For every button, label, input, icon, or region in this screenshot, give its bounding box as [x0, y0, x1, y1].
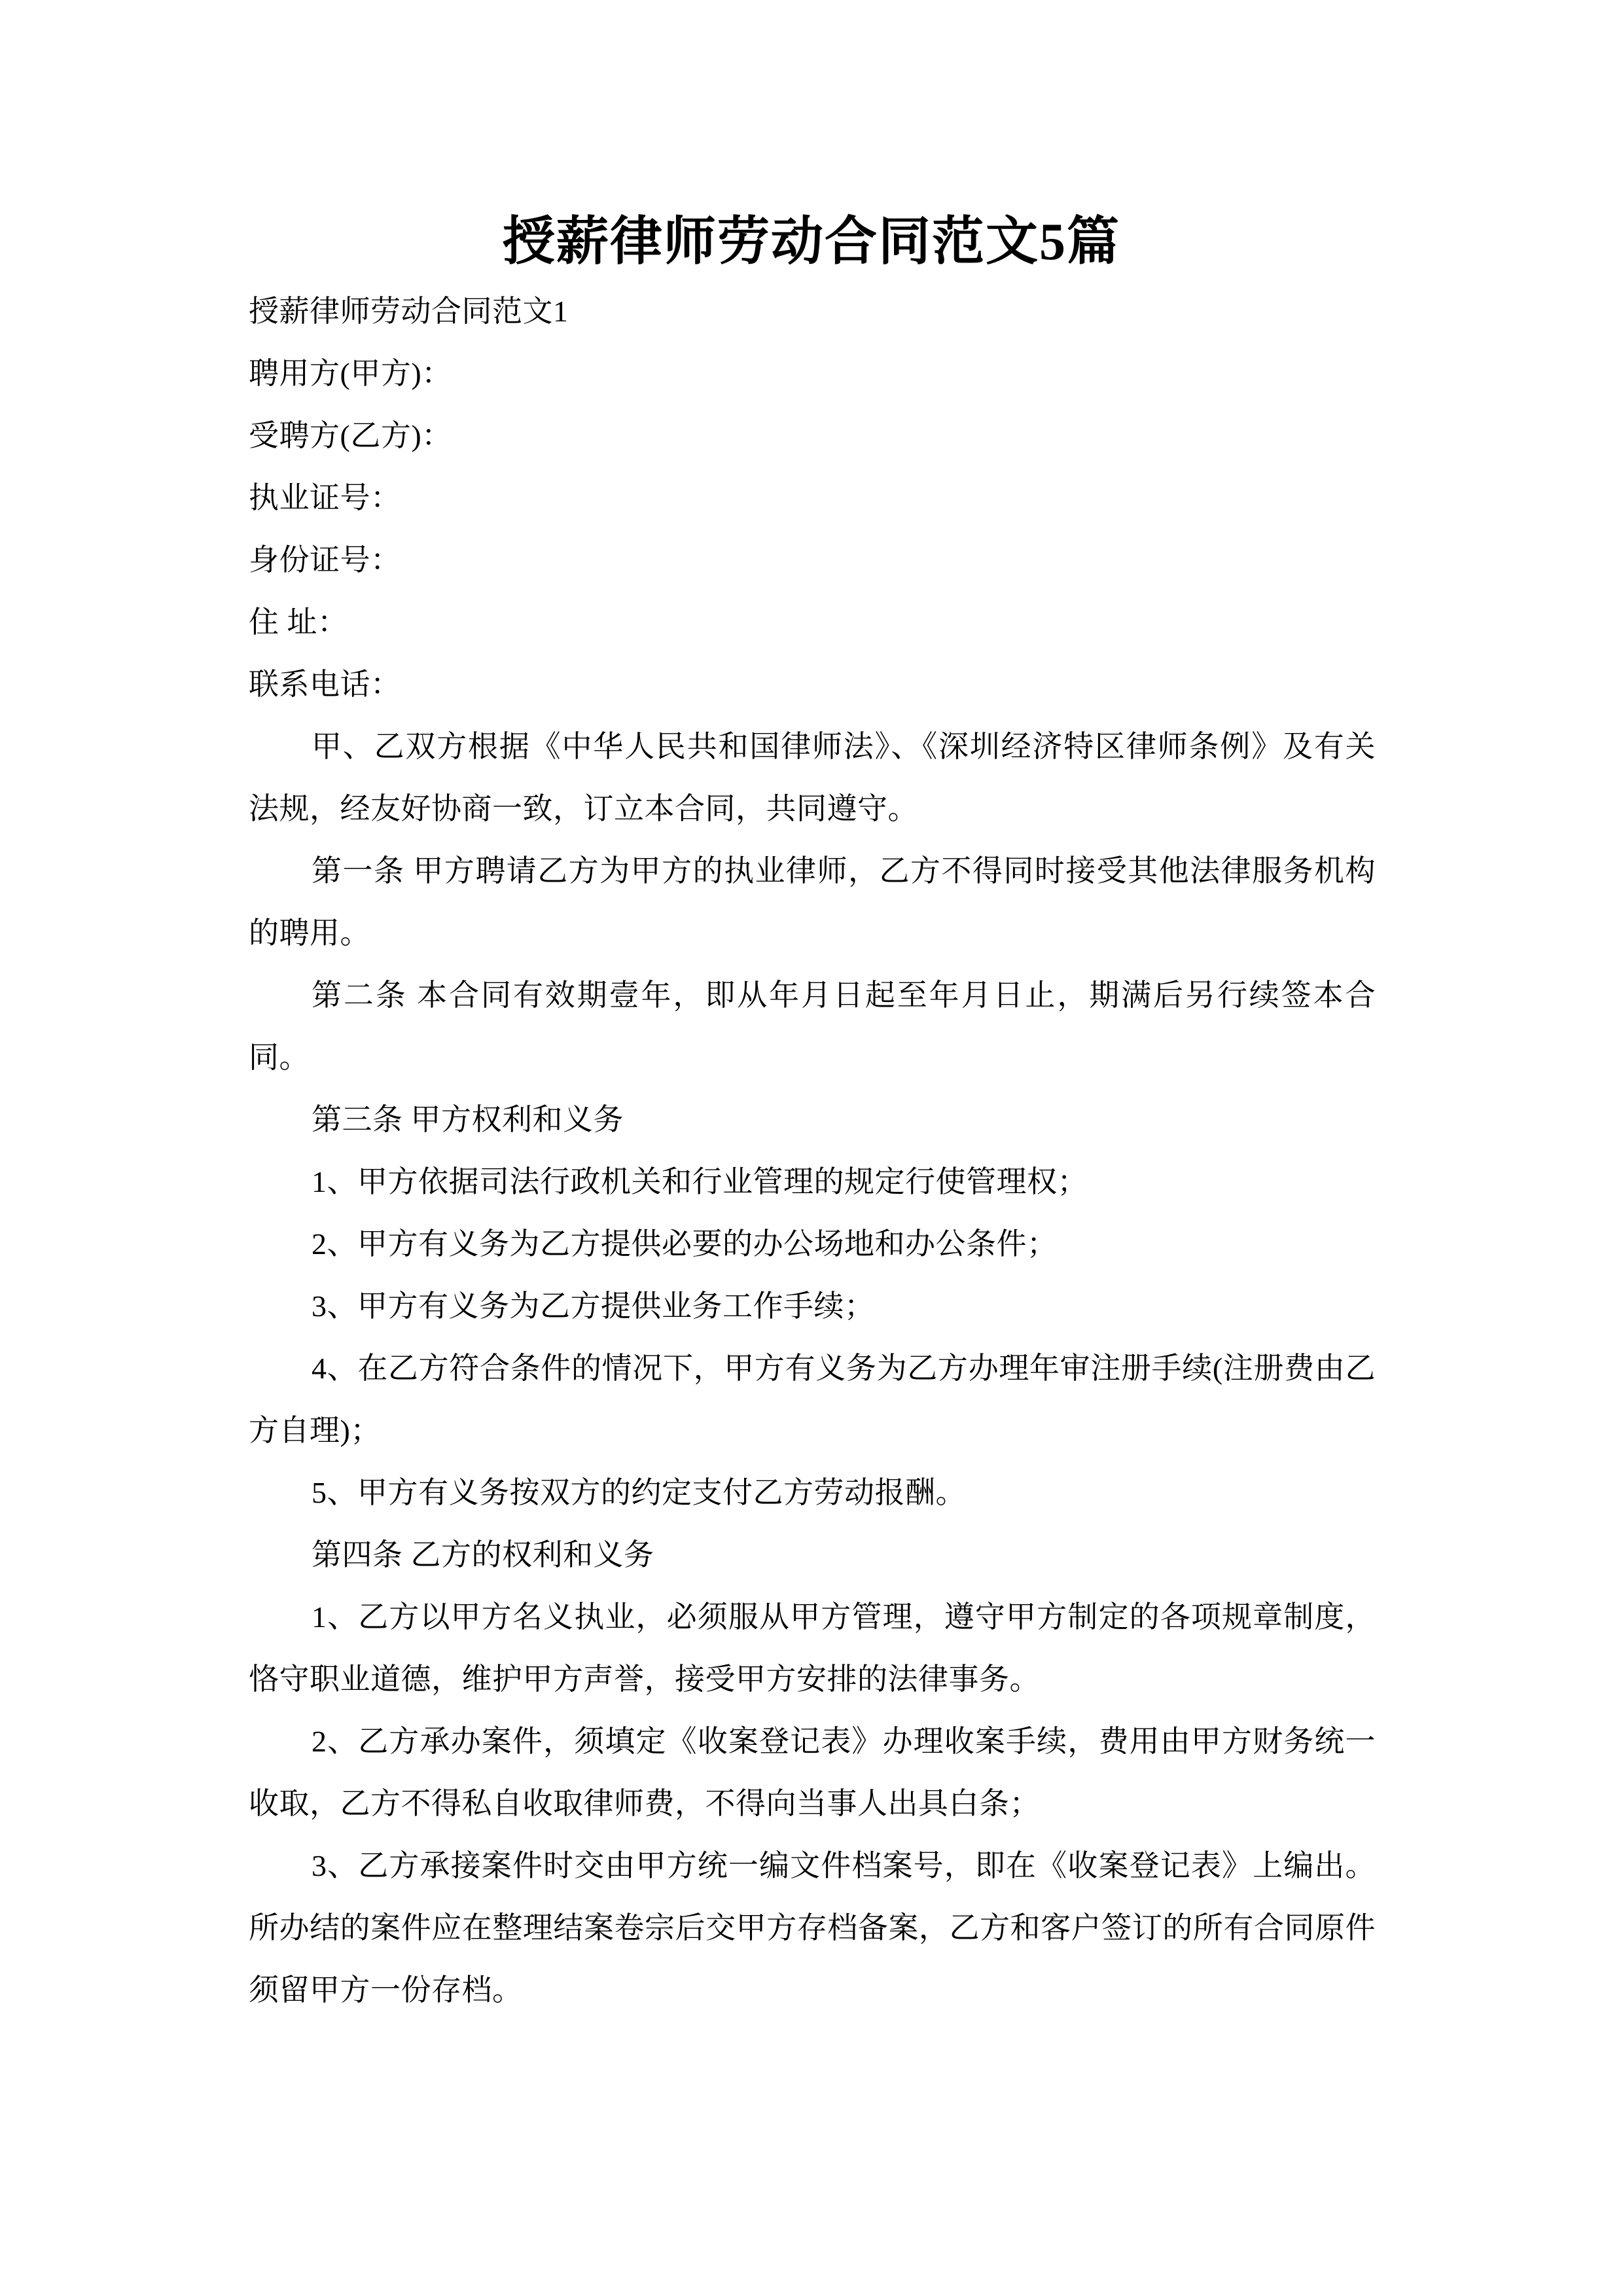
heading-article-4: 第四条 乙方的权利和义务: [312, 1538, 654, 1571]
document-body: [249, 280, 1376, 2021]
paragraph-preamble: 甲、乙双方根据《中华人民共和国律师法》、《深圳经济特区律师条例》及有关法规，经友好协商一致，订立本合同，共同遵守。: [249, 730, 1376, 825]
heading-article-3: 第三条 甲方权利和义务: [312, 1103, 624, 1136]
field-label-phone: 联系电话：: [249, 668, 401, 701]
list-item-article-3-5: 5、甲方有义务按双方的约定支付乙方劳动报酬。: [312, 1476, 966, 1509]
list-item-article-4-1: 1、乙方以甲方名义执业，必须服从甲方管理，遵守甲方制定的各项规章制度，恪守职业道德，维护甲方声誉，接受甲方安排的法律事务。: [249, 1600, 1376, 1696]
list-item-article-3-2: 2、甲方有义务为乙方提供必要的办公场地和办公条件；: [312, 1227, 1058, 1261]
field-label-employee: 受聘方(乙方)：: [249, 419, 452, 452]
paragraph-article-2: 第二条 本合同有效期壹年，即从年月日起至年月日止，期满后另行续签本合同。: [249, 978, 1376, 1074]
document-subtitle: 授薪律师劳动合同范文1: [249, 295, 569, 328]
field-label-id-number: 身份证号：: [249, 543, 401, 577]
list-item-article-4-2: 2、乙方承办案件，须填定《收案登记表》办理收案手续，费用由甲方财务统一收取，乙方不得私自收取律师费，不得向当事人出具白条；: [249, 1725, 1376, 1820]
page-title: 授薪律师劳动合同范文5篇: [503, 213, 1120, 271]
list-item-article-3-1: 1、甲方依据司法行政机关和行业管理的规定行使管理权；: [312, 1165, 1088, 1198]
field-label-address: 住 址：: [249, 605, 348, 639]
paragraph-article-1: 第一条 甲方聘请乙方为甲方的执业律师，乙方不得同时接受其他法律服务机构的聘用。: [249, 854, 1376, 950]
list-item-article-3-4: 4、在乙方符合条件的情况下，甲方有义务为乙方办理年审注册手续(注册费由乙方自理)；: [249, 1352, 1376, 1447]
field-label-employer: 聘用方(甲方)：: [249, 357, 452, 390]
list-item-article-4-3: 3、乙方承接案件时交由甲方统一编文件档案号，即在《收案登记表》上编出。所办结的案件应在整理结案卷宗后交甲方存档备案，乙方和客户签订的所有合同原件须留甲方一份存档。: [249, 1849, 1376, 2007]
list-item-article-3-3: 3、甲方有义务为乙方提供业务工作手续；: [312, 1289, 875, 1323]
field-label-practice-license-number: 执业证号：: [249, 481, 401, 514]
